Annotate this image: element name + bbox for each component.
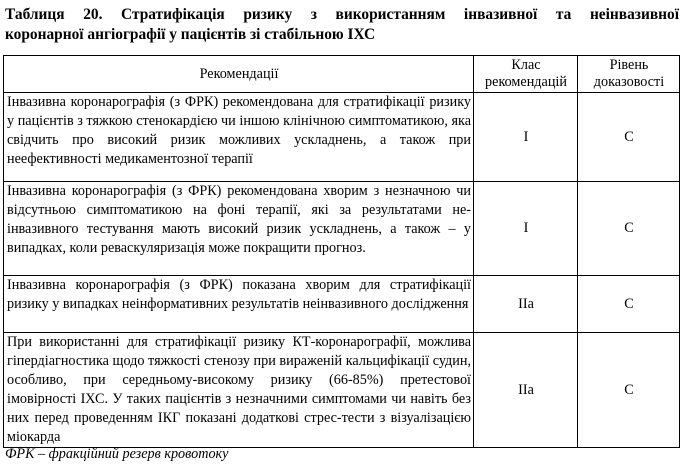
evidence-level: C xyxy=(578,182,680,276)
table-header-row xyxy=(4,56,680,93)
header-recommendations: Рекомендації xyxy=(4,56,474,93)
table-caption xyxy=(5,5,679,45)
evidence-level: C xyxy=(578,276,680,333)
recommendation-class: I xyxy=(474,93,578,182)
table-caption-line-2: коронарної ангіографії у пацієнтів зі стабільною ІХС xyxy=(5,26,376,43)
table-row xyxy=(4,333,680,448)
recommendation-text: При використанні для стратифікації ризику КТ-коронарографії, можлива гіпердіагностика щодо тяжкості стенозу при вираженій кальцифікації судин, особливо, при середньому-високому ризику (66-85%) претестової імовірності ІХС. У таких пацієнтів з незначними симптомами чи навіть без них перед проведенням ІКГ показані додаткові стрес-тести з візуалізацією міокарда xyxy=(4,333,474,448)
recommendation-text: Інвазивна коронарографія (з ФРК) рекомендована для стратифікації ризику у пацієнтів з тяжкою стенокардією чи іншою клінічною симптоматикою, яка свідчить про високий ризик можливих ускладнень, а також при неефективності медикаментозної терапії xyxy=(4,93,474,182)
table-row xyxy=(4,276,680,333)
recommendation-class: IIa xyxy=(474,333,578,448)
recommendations-table xyxy=(3,55,680,448)
table-row xyxy=(4,182,680,276)
recommendation-text: Інвазивна коронарографія (з ФРК) рекомендована хворим з незначною чи відсутньою симптоматикою на фоні терапії, які за результатами не-інвазивного тестування мають високий ризик ускладнень, а також – у випадках, коли реваскуляризація може покращити прогноз. xyxy=(4,182,474,276)
table-caption-line-1: Таблиця 20. Стратифікація ризику з використанням інвазивної та неінвазивної xyxy=(5,6,679,23)
evidence-level: C xyxy=(578,333,680,448)
footnote: ФРК – фракційний резерв кровотоку xyxy=(5,446,229,462)
evidence-level: C xyxy=(578,93,680,182)
recommendation-class: IIa xyxy=(474,276,578,333)
recommendation-class: I xyxy=(474,182,578,276)
table-row xyxy=(4,93,680,182)
header-class: Клас рекомендацій xyxy=(474,56,578,93)
header-level: Рівень доказовості xyxy=(578,56,680,93)
recommendation-text: Інвазивна коронарографія (з ФРК) показана хворим для стратифікації ризику у випадках неінформативних результатів неінвазивного дослідження xyxy=(4,276,474,333)
